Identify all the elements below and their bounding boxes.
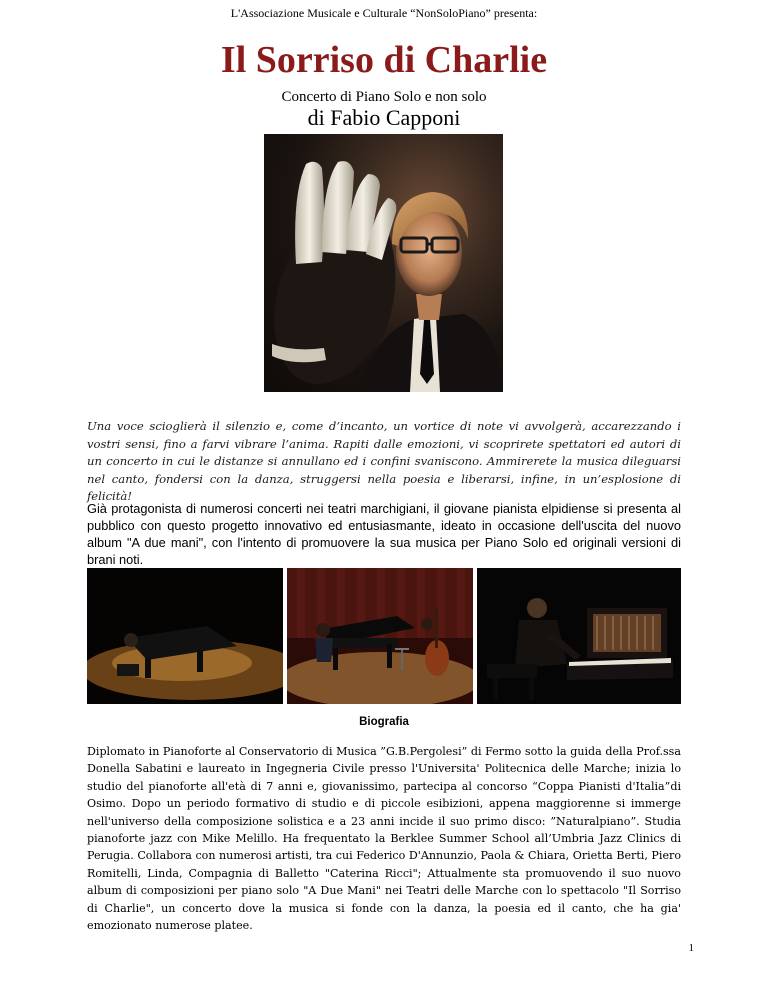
event-title: Il Sorriso di Charlie <box>220 39 548 81</box>
page-number: 1 <box>688 942 694 954</box>
concert-photo-piano-stage <box>87 568 283 704</box>
hero-portrait-photo <box>264 134 503 392</box>
intro-italic-text: Una voce scioglierà il silenzio e, come d’incanto, un vortice di note vi avvolgerà, accarezzando i vostri sensi, fino a farvi vibrare l’anima. Rapiti dalle emozioni, vi scoprirete spettatori ed autori di un concerto in cui le distanze si annullano ed i confini svaniscono. Ammirerete la musica dileguarsi nel canto, fondersi con la danza, struggersi nella poesia e liberarsi, infine, in un’esplosione di felicità! <box>87 419 681 503</box>
event-subtitle: Concerto di Piano Solo e non solo <box>281 89 487 105</box>
concert-photo-pianist-closeup <box>477 568 681 704</box>
concert-photo-piano-bass-duo <box>287 568 473 704</box>
biography-body: Diplomato in Pianoforte al Conservatorio di Musica ”G.B.Pergolesi” di Fermo sotto la guida della Prof.ssa Donella Sabatini e laureato in Ingegneria Civile presso l'Universita' Politecnica delle Marche; inizia lo studio del pianoforte all'età di 7 anni e, giovanissimo, partecipa al concorso “Coppa Pianisti d'Italia”di Osimo. Dopo un periodo formativo di studio e di piccole esibizioni, appena maggiorenne si immerge nell'universo della composizione solistica e a 23 anni incide il suo primo disco: ”Naturalpiano”. Studia pianoforte jazz con Mike Melillo. Ha frequentato la Berklee Summer School all’Umbria Jazz Clinics di Perugia. Collabora con numerosi artisti, tra cui Federico D'Annunzio, Paola & Chiara, Orietta Berti, Piero Romitelli, Linda, Compagnia di Balletto "Caterina Ricci"; Attualmente sta promuovendo il suo nuovo album di composizioni per piano solo "A Due Mani" nei Teatri delle Marche con lo spettacolo "Il Sorriso di Charlie", un concerto dove la musica si fonde con la danza, la poesia ed il canto, che ha gia' emozionato numerose platee. <box>87 745 681 933</box>
intro-paragraph: Già protagonista di numerosi concerti nei teatri marchigiani, il giovane pianista elpidiense si presenta al pubblico con questo progetto innovativo ed entusiasmante, ideato in occasione dell'uscita del nuovo album "A due mani", con l'intento di promuovere la sua musica per Piano Solo ed originali versioni di brani noti. <box>87 501 681 567</box>
event-author: di Fabio Capponi <box>307 105 461 130</box>
biography-heading: Biografia <box>359 716 409 728</box>
concert-photos <box>87 568 681 704</box>
presenter-line: L'Associazione Musicale e Culturale “NonSoloPiano” presenta: <box>230 6 538 20</box>
